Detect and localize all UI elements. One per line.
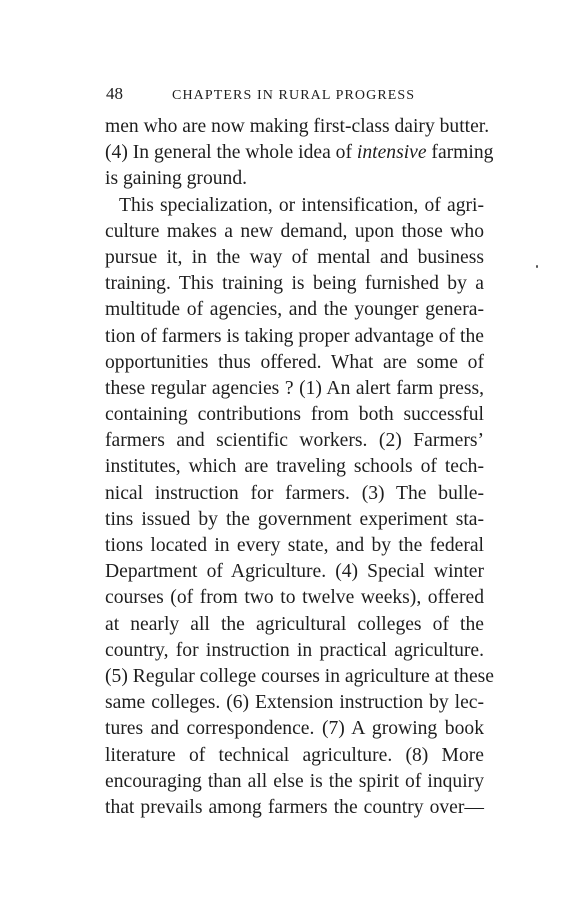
- text-line-25: literature of technical agriculture. (8) More: [105, 744, 484, 766]
- text-line-9: tion of farmers is taking proper advantage of the: [105, 325, 484, 347]
- text-line-2-pre: (4) In general the whole idea of: [105, 142, 357, 164]
- text-line-8: multitude of agencies, and the younger genera-: [105, 299, 484, 321]
- text-line-10: opportunities thus offered. What are some of: [105, 351, 484, 373]
- text-line-19: courses (of from two to twelve weeks), offered: [105, 587, 484, 609]
- text-line-16: tins issued by the government experiment sta-: [105, 508, 484, 530]
- text-line-13: farmers and scientific workers. (2) Farmers’: [105, 430, 484, 452]
- text-line-11: these regular agencies ? (1) An alert farm press,: [105, 377, 484, 399]
- running-header: [106, 84, 486, 104]
- running-head-title: CHAPTERS IN RURAL PROGRESS: [172, 88, 416, 103]
- text-line-24: tures and correspondence. (7) A growing book: [105, 718, 484, 740]
- text-line-14: institutes, which are traveling schools of tech-: [105, 456, 484, 478]
- text-line-2-post: farming: [426, 142, 494, 164]
- text-line-23: same colleges. (6) Extension instruction by lec-: [105, 692, 484, 714]
- text-line-6: pursue it, in the way of mental and business: [105, 246, 484, 268]
- text-line-2: [105, 140, 494, 166]
- text-line-21: country, for instruction in practical agriculture.: [105, 639, 484, 661]
- text-line-22: (5) Regular college courses in agriculture at these: [105, 665, 494, 687]
- text-line-7: training. This training is being furnished by a: [105, 273, 484, 295]
- text-line-27: that prevails among farmers the country over—: [105, 796, 484, 818]
- text-line-4: This specialization, or intensification, of agri-: [119, 194, 484, 216]
- text-line-15: nical instruction for farmers. (3) The bulle-: [105, 482, 484, 504]
- text-line-12: containing contributions from both successful: [105, 404, 484, 426]
- text-line-3: is gaining ground.: [105, 168, 248, 190]
- print-speck: [536, 265, 538, 268]
- body-text: [105, 114, 494, 821]
- text-line-17: tions located in every state, and by the federal: [105, 535, 484, 556]
- text-line-1: men who are now making first-class dairy butter.: [105, 116, 490, 137]
- text-line-5: culture makes a new demand, upon those who: [105, 220, 484, 242]
- italic-word-intensive: intensive: [356, 142, 427, 164]
- text-line-26: encouraging than all else is the spirit of inquiry: [105, 770, 484, 792]
- text-line-20: at nearly all the agricultural colleges of the: [105, 613, 484, 635]
- page-number: 48: [106, 84, 123, 103]
- text-line-18: Department of Agriculture. (4) Special winter: [105, 561, 484, 583]
